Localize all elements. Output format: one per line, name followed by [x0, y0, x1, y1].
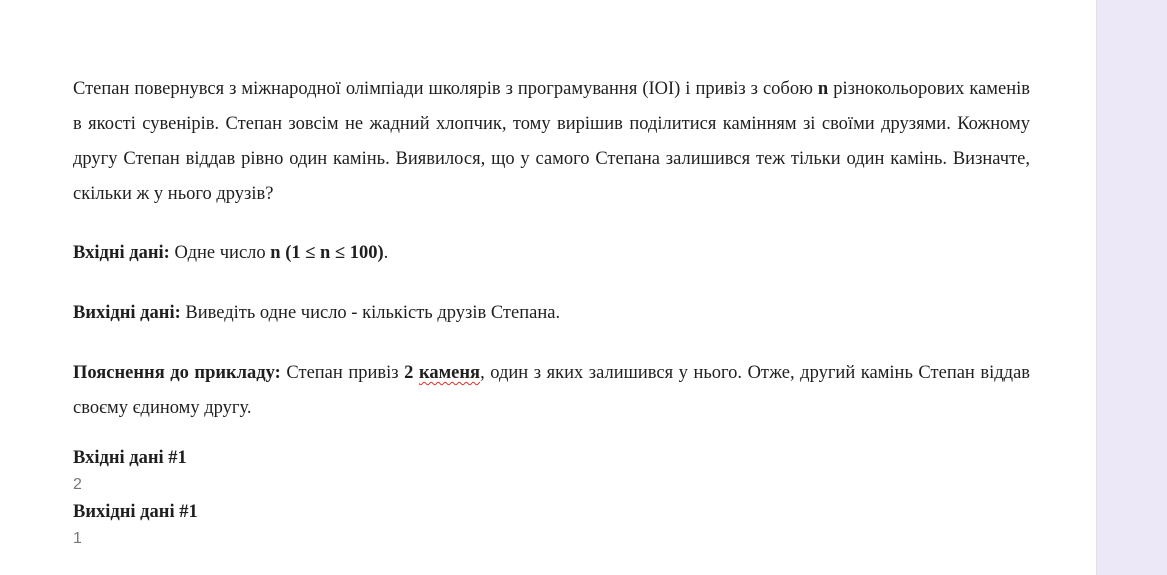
sample-output-value: 1	[73, 530, 82, 547]
spellcheck-flagged-word[interactable]: каменя	[418, 363, 481, 383]
sample-input-value: 2	[73, 476, 82, 493]
example-explanation	[73, 356, 1030, 426]
output-spec-label: Вихідні дані:	[73, 303, 181, 323]
input-spec-label: Вхідні дані:	[73, 243, 170, 263]
input-spec-constraint: (1 ≤ n ≤ 100)	[285, 243, 384, 263]
output-spec-text: Виведіть одне число - кількість друзів Степана.	[180, 303, 561, 323]
explanation-label: Пояснення до прикладу:	[73, 363, 281, 383]
input-spec	[73, 236, 1030, 271]
statement-text-1: Степан повернувся з міжнародної олімпіади школярів з програмування (IOI) і привіз з собою	[73, 79, 818, 99]
input-spec-text: Одне число	[169, 243, 271, 263]
statement-variable-n: n	[817, 79, 829, 99]
output-spec	[73, 296, 1030, 331]
problem-statement	[73, 72, 1030, 212]
problem-content	[73, 72, 1030, 552]
sample-input-label: Вхідні дані #1	[73, 448, 187, 468]
input-spec-period: .	[383, 243, 389, 263]
explanation-number: 2	[404, 363, 414, 383]
sample-block	[73, 444, 1030, 552]
input-spec-variable: n	[270, 243, 281, 263]
explanation-text-1: Степан привіз	[280, 363, 405, 383]
side-panel	[1096, 0, 1167, 575]
statement-text-2: різнокольорових каменів в якості сувенірів. Степан зовсім не жадний хлопчик, тому вирішив поділитися камінням зі своїми друзями. Кожному другу Степан віддав рівно один камінь. Виявилося, що у самого Степана залишився теж тільки один камінь. Визначте, скільки ж у нього друзів?	[73, 79, 1031, 204]
explanation-text-2: , один з яких залишився у нього. Отже, другий камінь Степан віддав своєму єдиному другу.	[73, 363, 1031, 418]
sample-output-label: Вихідні дані #1	[73, 502, 198, 522]
